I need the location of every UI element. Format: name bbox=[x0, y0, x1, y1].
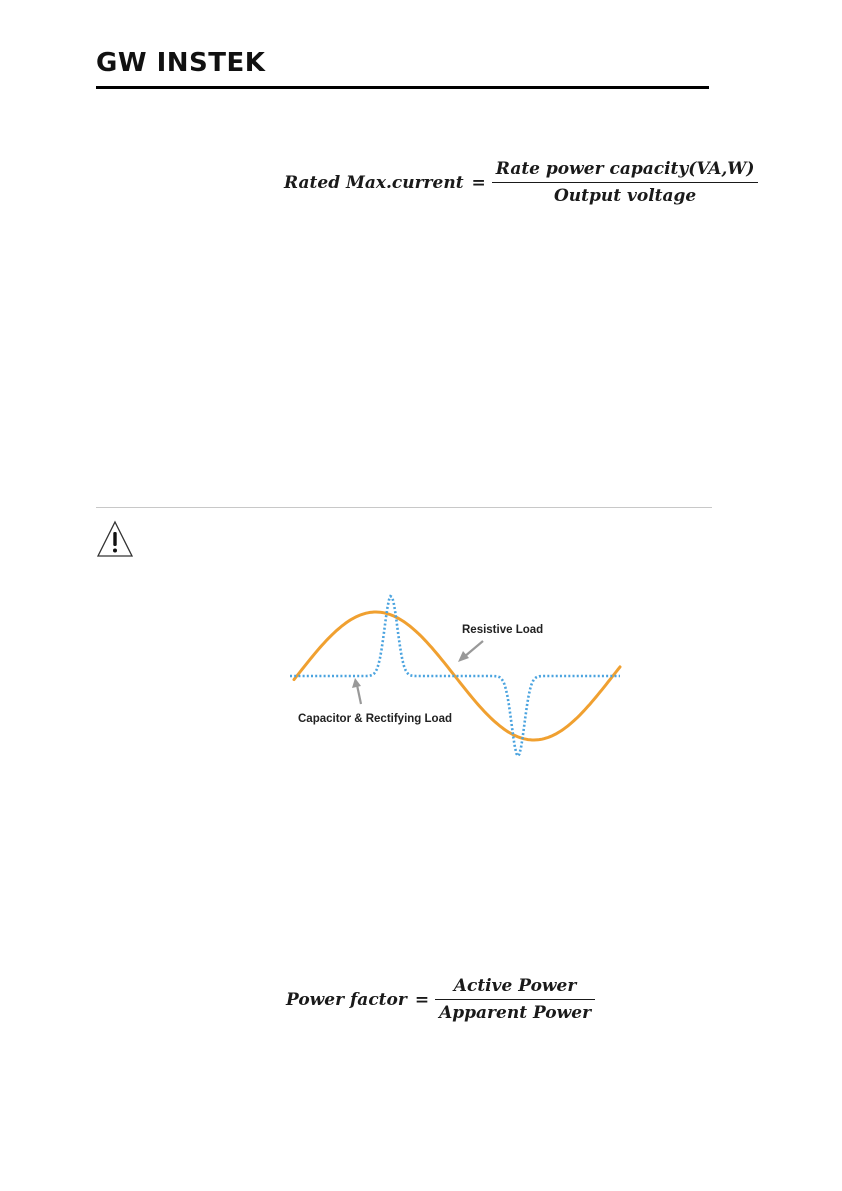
header-divider bbox=[96, 86, 709, 89]
formula-numerator: Active Power bbox=[453, 976, 577, 996]
formula-equals: = bbox=[471, 172, 486, 193]
resistive-arrow-icon bbox=[464, 641, 483, 657]
section-divider bbox=[96, 507, 712, 508]
load-waveform-figure bbox=[280, 585, 630, 775]
capacitor-arrowhead-icon bbox=[352, 678, 361, 688]
power-factor-formula bbox=[286, 976, 593, 1023]
brand-logo-text: GW INSTEK bbox=[96, 48, 266, 78]
formula-lhs: Power factor bbox=[286, 989, 407, 1010]
resistive-load-label: Resistive Load bbox=[462, 624, 544, 636]
formula-lhs: Rated Max.current bbox=[284, 172, 464, 193]
formula-denominator: Apparent Power bbox=[435, 999, 595, 1023]
warning-triangle-icon bbox=[96, 519, 134, 559]
resistive-arrowhead-icon bbox=[458, 651, 469, 662]
brand-logo bbox=[96, 50, 265, 76]
formula-denominator: Output voltage bbox=[492, 182, 759, 206]
formula-fraction bbox=[437, 976, 593, 1023]
formula-equals: = bbox=[414, 989, 430, 1010]
capacitor-load-label: Capacitor & Rectifying Load bbox=[298, 713, 452, 725]
formula-fraction bbox=[494, 159, 757, 206]
capacitor-arrow-icon bbox=[357, 685, 361, 704]
formula-numerator: Rate power capacity(VA,W) bbox=[495, 159, 755, 179]
rated-current-formula bbox=[284, 159, 756, 206]
